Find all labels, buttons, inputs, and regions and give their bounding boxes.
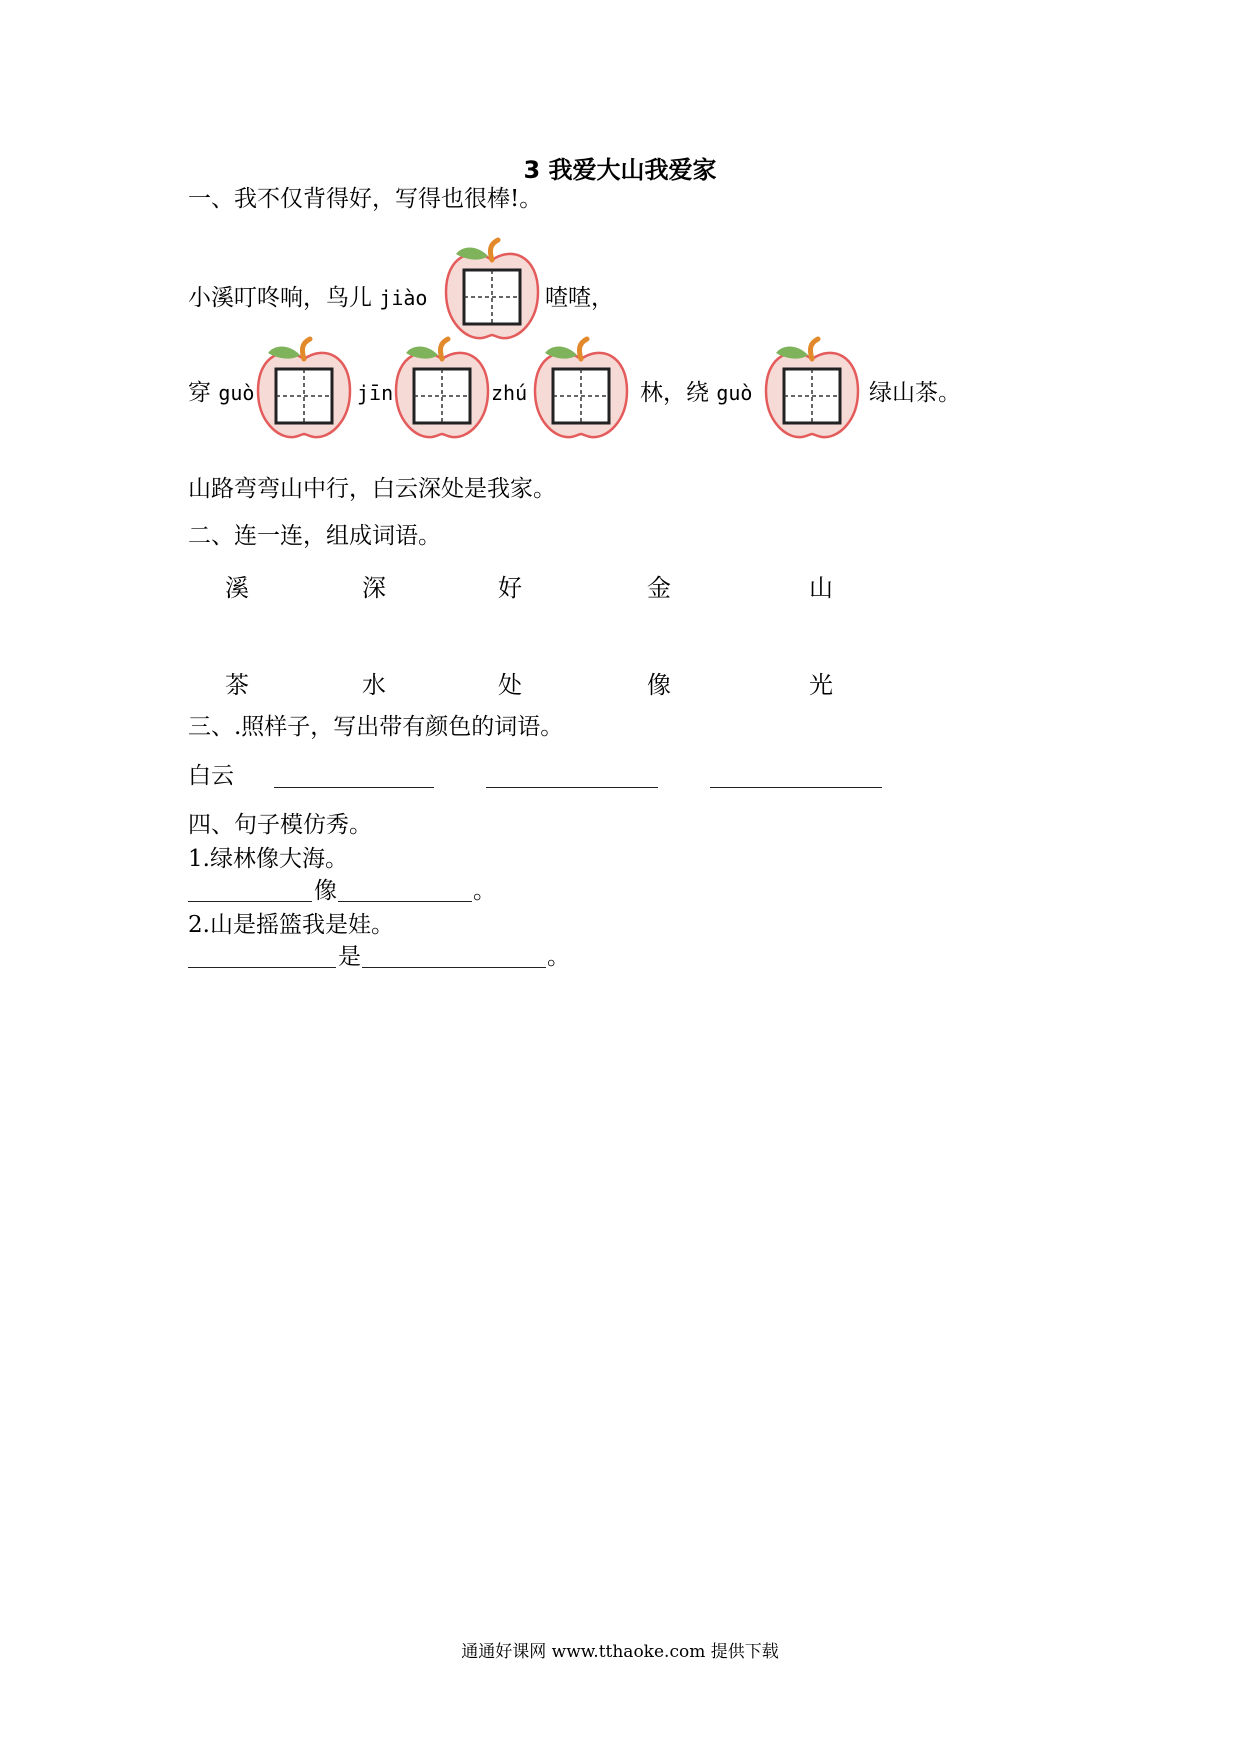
apple-writing-cell-2[interactable] (254, 335, 354, 443)
line2-pinyin2: jīn (357, 381, 394, 405)
line2-pinyin3: zhú (491, 381, 528, 405)
color-word-blank-1[interactable] (274, 787, 434, 788)
footer-note: 通通好课网 www.tthaoke.com 提供下载 (461, 1642, 779, 1662)
section1-line3: 山路弯弯山中行，白云深处是我家。 (188, 476, 556, 502)
connect-bottom-1[interactable]: 茶 (225, 671, 249, 699)
imitate2-blank-b[interactable] (362, 967, 546, 968)
apple-writing-cell-3[interactable] (392, 335, 492, 443)
connect-bottom-4[interactable]: 像 (647, 671, 671, 699)
imitate2-blank-a[interactable] (188, 967, 336, 968)
section1-heading: 一、我不仅背得好，写得也很棒!。 (188, 186, 543, 212)
color-word-blank-3[interactable] (710, 787, 882, 788)
connect-top-2[interactable]: 深 (362, 574, 386, 602)
section1-line1-text (188, 283, 427, 313)
color-word-blank-2[interactable] (486, 787, 658, 788)
section4-item1: 1.绿林像大海。 (188, 846, 348, 872)
connect-top-3[interactable]: 好 (498, 574, 522, 602)
connect-top-4[interactable]: 金 (647, 574, 671, 602)
line2-mid-text: 林，绕 (640, 380, 709, 406)
line1-pinyin: jiào (379, 286, 428, 310)
connect-top-1[interactable]: 溪 (225, 574, 249, 602)
line2-mid (640, 378, 752, 408)
connect-bottom-2[interactable]: 水 (362, 671, 386, 699)
apple-tianzige-icon (442, 236, 542, 344)
imitate1-blank-a[interactable] (188, 901, 312, 902)
section2-heading: 二、连一连，组成词语。 (188, 523, 441, 549)
line1-after: 喳喳， (545, 285, 614, 311)
section3-example: 白云 (188, 763, 234, 789)
apple-writing-cell-4[interactable] (531, 335, 631, 443)
apple-tianzige-icon (254, 335, 354, 443)
imitate1-blank-b[interactable] (338, 901, 472, 902)
connect-bottom-3[interactable]: 处 (498, 671, 522, 699)
line2-tail: 绿山茶。 (869, 380, 961, 406)
line1-before: 小溪叮咚响，鸟儿 (188, 285, 372, 311)
imitate1-connector: 像 (314, 878, 337, 904)
imitate2-end: 。 (547, 944, 570, 970)
section4-heading: 四、句子模仿秀。 (188, 812, 372, 838)
imitate2-connector: 是 (338, 944, 361, 970)
line2-pinyin1: guò (218, 381, 255, 405)
line2-lead (188, 378, 254, 408)
section3-heading: 三、.照样子，写出带有颜色的词语。 (188, 714, 564, 740)
imitate1-end: 。 (473, 878, 496, 904)
connect-bottom-5[interactable]: 光 (809, 671, 833, 699)
apple-tianzige-icon (392, 335, 492, 443)
apple-tianzige-icon (762, 335, 862, 443)
line2-lead-text: 穿 (188, 380, 211, 406)
apple-tianzige-icon (531, 335, 631, 443)
page-title: 3 我爱大山我爱家 (523, 156, 717, 184)
apple-writing-cell-5[interactable] (762, 335, 862, 443)
line2-pinyin4: guò (716, 381, 753, 405)
section4-item2: 2.山是摇篮我是娃。 (188, 912, 394, 938)
apple-writing-cell-1[interactable] (442, 236, 542, 344)
connect-top-5[interactable]: 山 (809, 574, 833, 602)
